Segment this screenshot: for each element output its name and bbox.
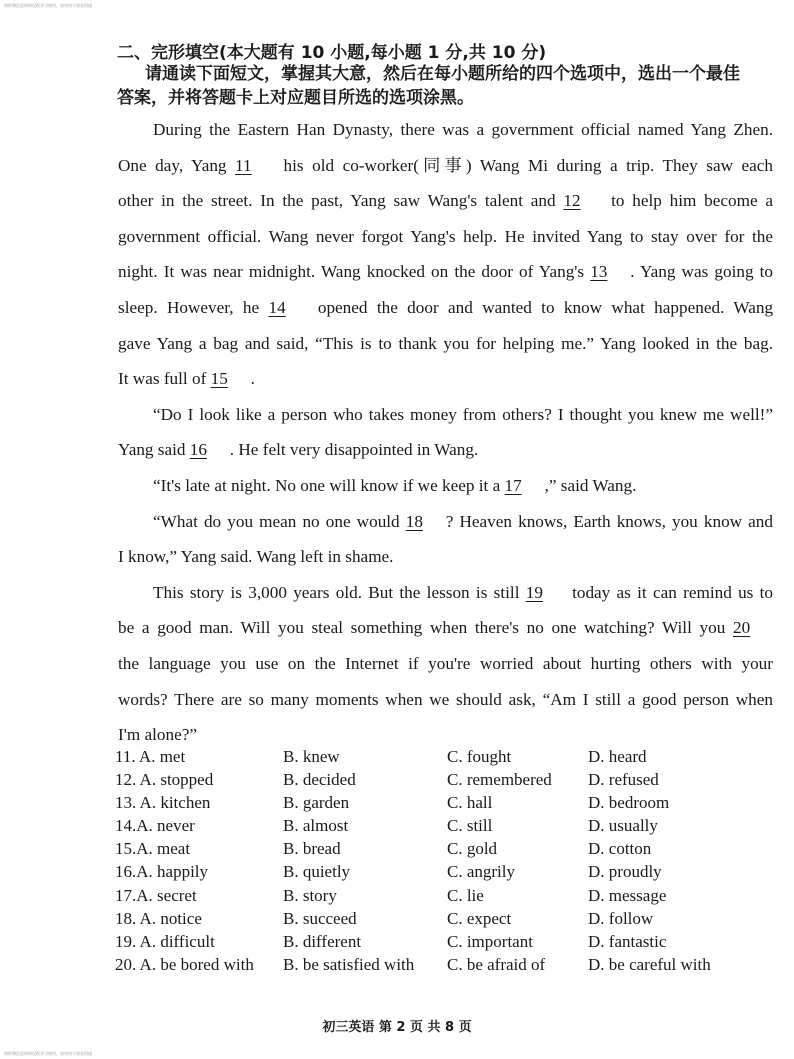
option-d: D. proudly — [588, 862, 662, 882]
passage-line: During the Eastern Han Dynasty, there was a government official named Yang Zhen. — [153, 120, 773, 139]
option-c: C. lie — [447, 885, 484, 905]
option-c: C. expect — [447, 908, 512, 928]
blank-15: 15 — [210, 369, 228, 389]
blank-17: 17 — [504, 475, 522, 495]
option-d: D. bedroom — [588, 793, 670, 813]
passage-line: night. It was near midnight. Wang knocked on the door of Yang's 13 . Yang was going to — [118, 254, 773, 290]
option-b: B. succeed — [283, 908, 357, 928]
option-b: B. be satisfied with — [283, 954, 415, 974]
option-a: 11. A. met — [115, 747, 186, 766]
passage-line: gave Yang a bag and said, “This is to thank you for helping me.” Yang looked in the bag. — [118, 333, 773, 353]
option-d: D. fantastic — [588, 931, 667, 951]
option-d: D. message — [588, 885, 667, 905]
option-c: C. gold — [447, 839, 498, 859]
option-d: D. follow — [588, 908, 654, 928]
option-d: D. refused — [588, 770, 659, 790]
blank-16: 16 — [189, 440, 207, 460]
option-c: C. hall — [447, 793, 493, 813]
section-heading: 二、完形填空(本大题有 10 小题,每小题 1 分,共 10 分) — [117, 43, 547, 63]
option-b: B. decided — [283, 770, 356, 790]
option-c: C. remembered — [447, 770, 552, 790]
option-d: D. heard — [588, 747, 647, 766]
option-a: 16.A. happily — [115, 862, 209, 882]
passage-line: This story is 3,000 years old. But the lesson is still 19 today as it can remind us to — [118, 575, 773, 611]
instruction-line-1: 请通读下面短文，掌握其大意，然后在每小题所给的四个选项中，选出一个最佳 — [145, 64, 740, 84]
option-a: 15.A. meat — [115, 839, 191, 859]
option-a: 12. A. stopped — [115, 770, 214, 790]
page-footer: 初三英语 第 2 页 共 8 页 — [322, 1020, 472, 1035]
instruction-line-2: 答案，并将答题卡上对应题目所选的选项涂黑。 — [117, 88, 474, 108]
option-a: 17.A. secret — [115, 885, 197, 905]
option-b: B. almost — [283, 816, 349, 836]
option-c: C. be afraid of — [447, 954, 546, 974]
passage-line: I know,” Yang said. Wang left in shame. — [118, 547, 394, 567]
passage-line: “Do I look like a person who takes money from others? I thought you knew me well!” — [153, 404, 773, 424]
option-b: B. quietly — [283, 862, 351, 882]
passage-line: sleep. However, he 14 opened the door and wanted to know what happened. Wang — [118, 290, 773, 326]
option-c: C. angrily — [447, 862, 515, 882]
blank-11: 11 — [235, 155, 252, 175]
section-instructions — [117, 62, 785, 110]
blank-14: 14 — [268, 297, 286, 317]
option-c: C. fought — [447, 747, 512, 766]
option-b: B. story — [283, 885, 337, 905]
passage-line: “It's late at night. No one will know if we keep it a 17 ,” said Wang. — [118, 468, 773, 504]
passage-line: other in the street. In the past, Yang saw Wang's talent and 12 to help him become a — [118, 183, 773, 219]
passage-line: It was full of 15 . — [118, 361, 773, 397]
option-d: D. usually — [588, 816, 658, 836]
header-watermark-text: 图形和信息资料仅供学习使用，请勿用于商业用途 — [4, 3, 92, 8]
passage-line: government official. Wang never forgot Yang's help. He invited Yang to stay over for the — [118, 226, 773, 246]
option-a: 14.A. never — [115, 816, 195, 836]
passage-line: One day, Yang 11 his old co-worker(同事) Wang Mi during a trip. They saw each — [118, 148, 773, 184]
cloze-passage — [118, 112, 773, 753]
option-d: D. cotton — [588, 839, 652, 859]
passage-line: Yang said 16 . He felt very disappointed in Wang. — [118, 432, 773, 468]
option-b: B. bread — [283, 839, 341, 859]
option-a: 20. A. be bored with — [115, 954, 254, 974]
passage-line: I'm alone?” — [118, 725, 197, 745]
passage-line: the language you use on the Internet if you're worried about hurting others with your — [118, 653, 773, 673]
option-b: B. knew — [283, 747, 340, 766]
option-c: C. important — [447, 931, 533, 951]
option-c: C. still — [447, 816, 493, 836]
blank-19: 19 — [525, 582, 543, 602]
blank-20: 20 — [733, 618, 751, 638]
blank-13: 13 — [590, 262, 608, 282]
blank-12: 12 — [563, 191, 581, 211]
option-a: 19. A. difficult — [115, 931, 215, 951]
option-b: B. garden — [283, 793, 350, 813]
passage-line: words? There are so many moments when we should ask, “Am I still a good person when — [118, 689, 773, 709]
passage-line: “What do you mean no one would 18 ? Heaven knows, Earth knows, you know and — [118, 504, 773, 540]
passage-line: be a good man. Will you steal something when there's no one watching? Will you 20 — [118, 610, 773, 646]
option-b: B. different — [283, 931, 362, 951]
option-d: D. be careful with — [588, 954, 711, 974]
option-a: 13. A. kitchen — [115, 793, 211, 813]
option-a: 18. A. notice — [115, 908, 202, 928]
footer-watermark-text: 图形和信息资料仅供学习使用，请勿用于商业用途 — [4, 1051, 92, 1056]
blank-18: 18 — [405, 511, 423, 531]
